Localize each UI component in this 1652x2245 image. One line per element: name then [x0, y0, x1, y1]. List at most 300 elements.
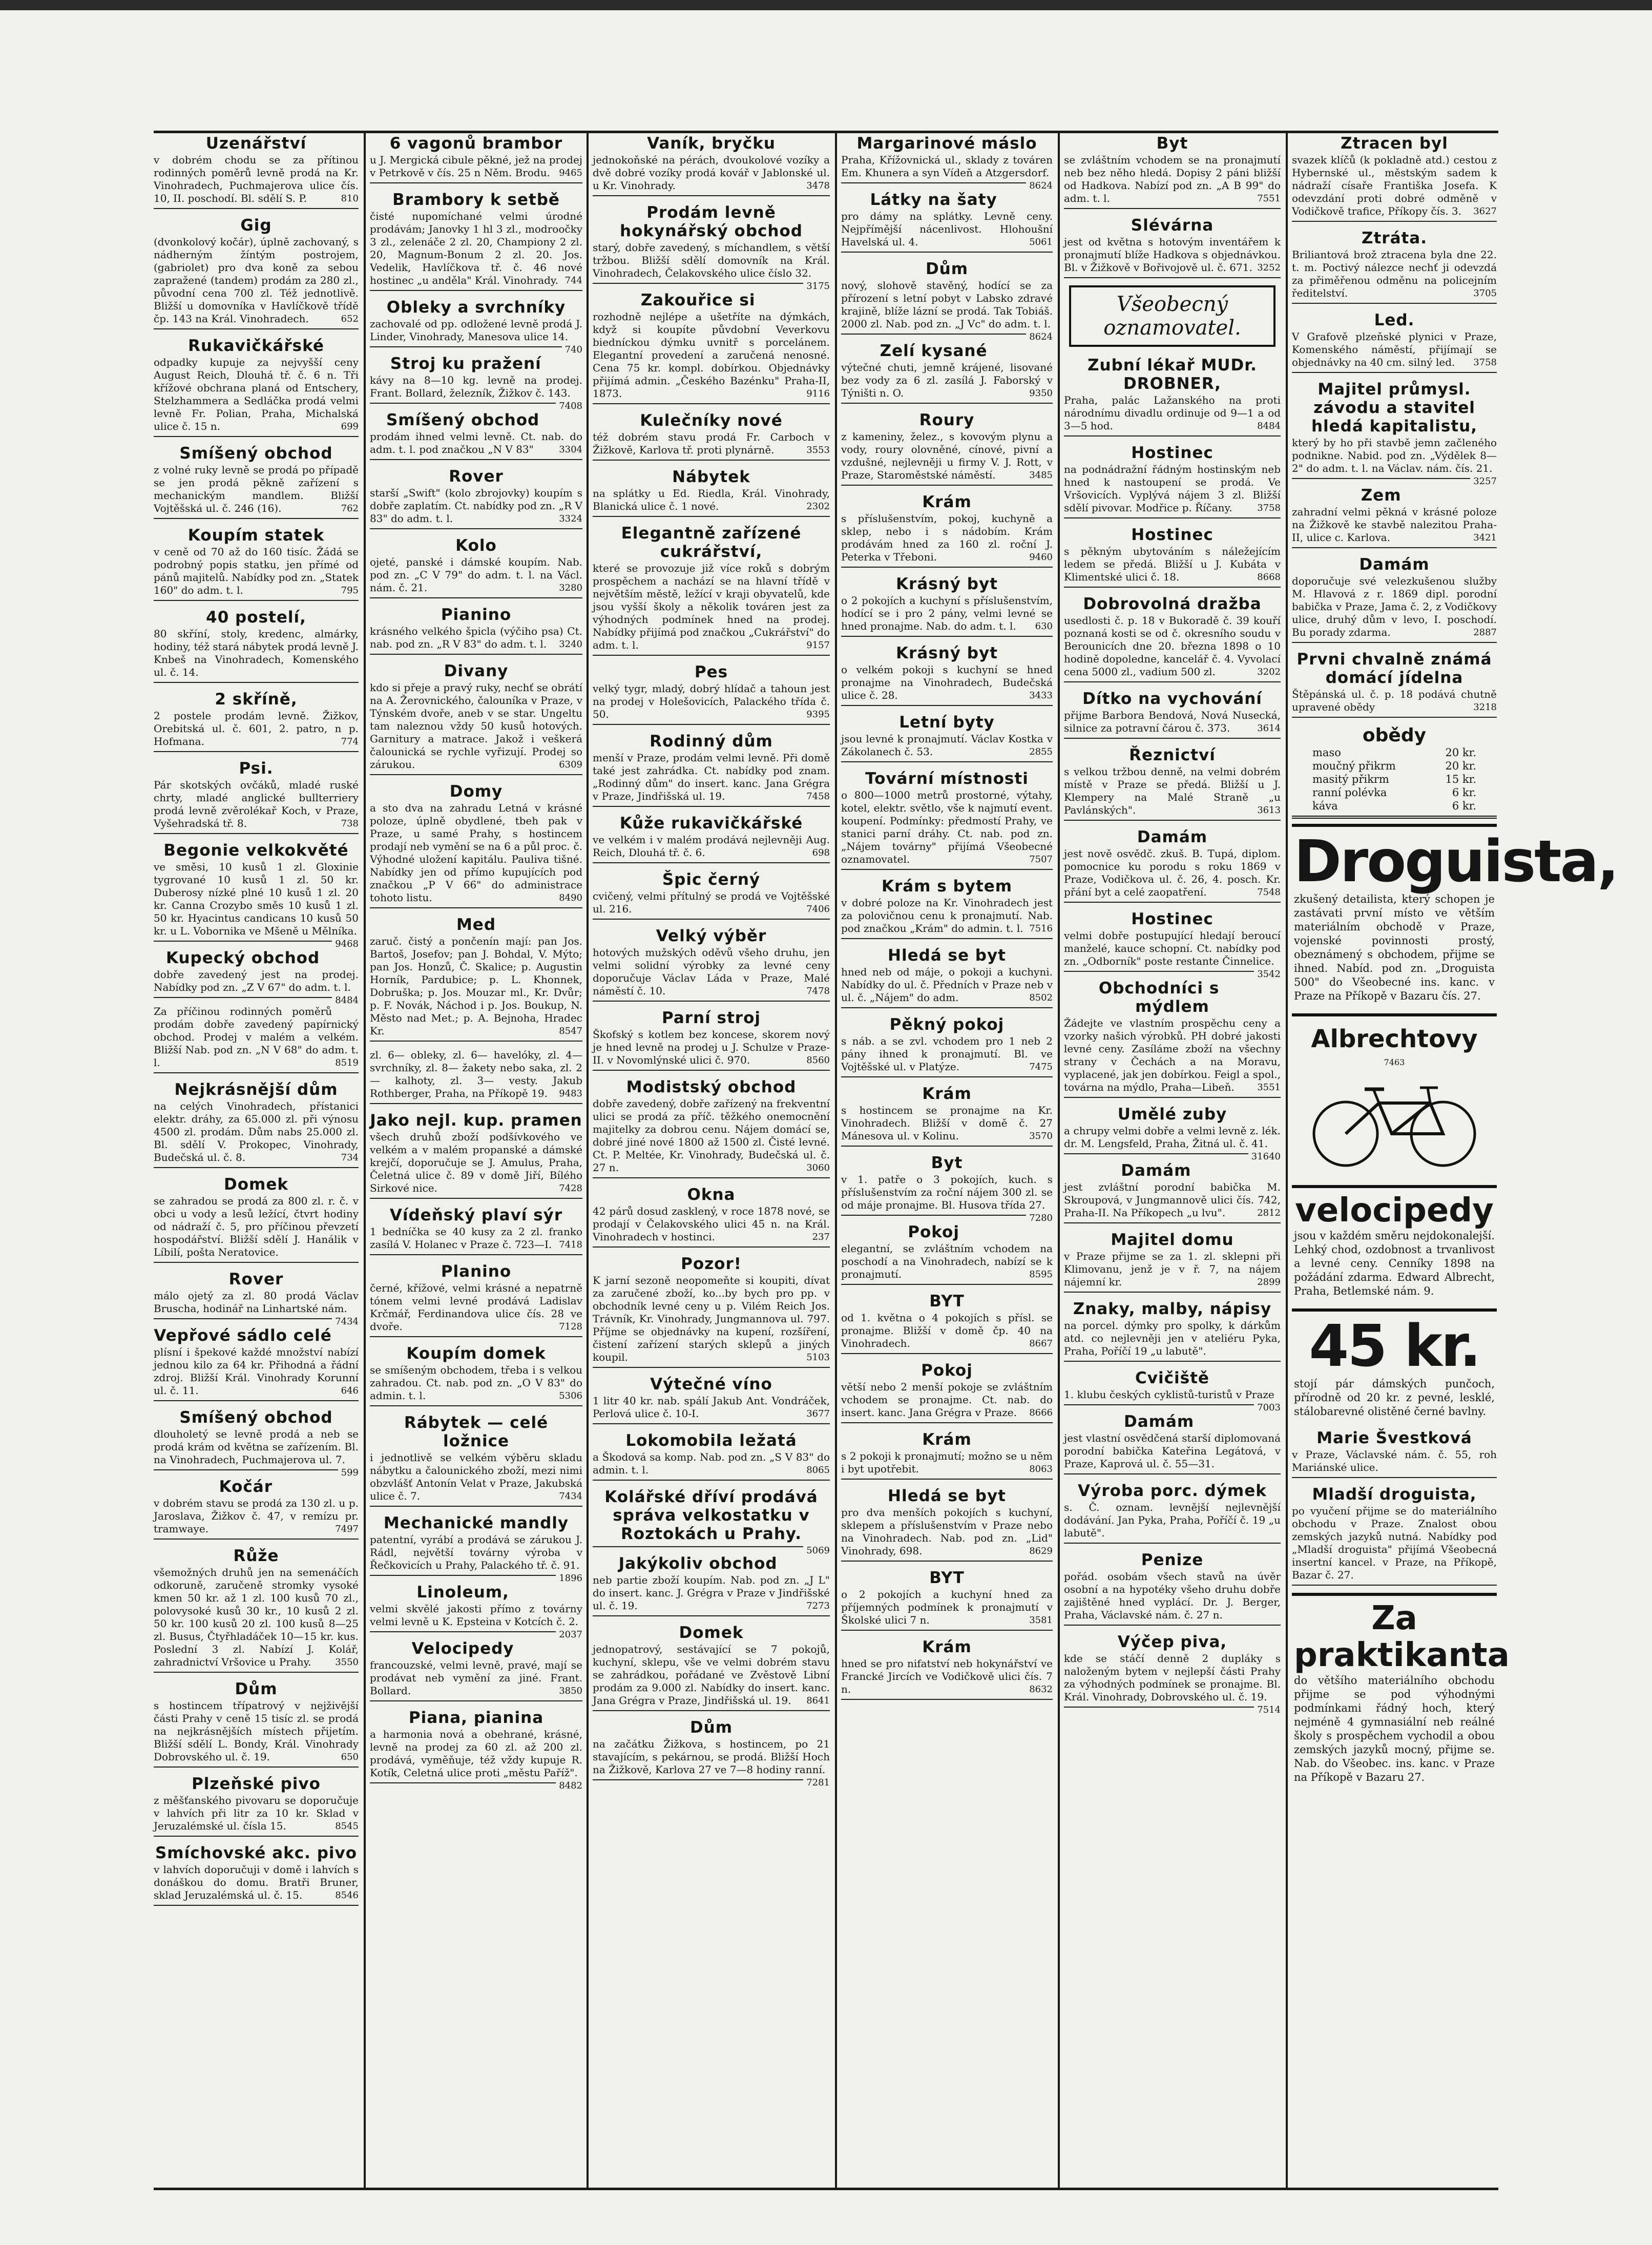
ad-text: starý, dobře zavedený, s míchandlem, s větší tržbou. Bližší sdělí domovník na Král. Vinohradech, Čelakovského ulice číslo 32. 3175 — [593, 241, 830, 292]
ad-text: čisté nupomíchané velmi úrodné prodávám; Janovky 1 hl 3 zl., modroočky 3 zl., zelenáče 2 zl. 20, Championy 2 zl. 20, Magnum-Bonum 2 zl. 20. Jos. Vedelik, Havlíčkova tř. č. 46 nové hostinec „u anděla" Král. Vinohrady. 744 — [370, 210, 582, 286]
ad-divider — [1292, 547, 1497, 548]
ad-number: 3252 — [1257, 262, 1281, 273]
ad-divider — [370, 182, 582, 183]
ad-title: Okna — [687, 1186, 736, 1204]
ad-title: Modistský obchod — [626, 1078, 797, 1096]
ad-divider — [1064, 738, 1281, 739]
ad-title: Pes — [694, 663, 728, 681]
ad-text: s náb. a se zvl. vchodem pro 1 neb 2 pány ihned k pronajmutí. Bl. ve Vojtěšské ul. v Platýze. 7475 — [841, 1035, 1053, 1073]
ad-number: 8666 — [1029, 1407, 1053, 1418]
ad-number: 2037 — [559, 1629, 582, 1640]
ad-text: zl. 6— obleky, zl. 6— havelóky, zl. 4— svrchníky, zl. 8— žakety nebo saka, zl. 2— kalhoty, zl. 3— vesty. Jakub Rothberger, Praha, na Příkopě 19. 9483 — [370, 1049, 582, 1099]
classified-ad — [1064, 1369, 1281, 1413]
ad-title: Led. — [1374, 311, 1415, 329]
classified-ad — [370, 782, 582, 908]
menu-price: 6 kr. — [1452, 800, 1476, 812]
ad-text: neb partie zboží koupím. Nab. pod zn. „J L" do insert. kanc. J. Grégra v Praze v Jindřišské ul. č. 19. 7273 — [593, 1574, 830, 1612]
ad-text: na splátky u Ed. Riedla, Král. Vinohrady, Blanická ulice č. 1 nové. 2302 — [593, 487, 830, 512]
ad-text: kávy na 8—10 kg. levně na prodej. Frant. Bollard, železník, Žižkov č. 143. 7408 — [370, 374, 582, 411]
ad-divider — [370, 1506, 582, 1507]
ad-divider — [841, 1422, 1053, 1423]
ad-divider — [154, 751, 359, 752]
ad-number: 9157 — [806, 640, 830, 651]
ad-title: Domek — [679, 1624, 744, 1642]
ad-divider — [841, 705, 1053, 706]
ad-text: pro dva menších pokojích s kuchyní, sklepem a příslušenstvím v Praze nebo na Vinohradech. Nab. pod zn. „Lid" Vinohrady, 698. 8629 — [841, 1506, 1053, 1557]
ad-divider — [154, 682, 359, 683]
ad-divider — [370, 1700, 582, 1701]
classified-ad — [841, 1487, 1053, 1562]
ad-number: 810 — [341, 193, 359, 204]
classified-ad — [370, 1049, 582, 1104]
ad-title: Dům — [925, 260, 969, 278]
classified-ad — [370, 916, 582, 1042]
ad-text: který by ho při stavbě jemn začleného podnikne. Nabid. pod zn. „Výdělek 8—2" do adm. t. l. na Václav. nám. čís. 21. 3257 — [1292, 436, 1497, 487]
ad-divider — [370, 597, 582, 598]
menu-price: 15 kr. — [1445, 773, 1476, 785]
ad-text: i jednotlivě se velkém výběru skladu nábytku a čalounického zboží, mezi nimi obzvlášť Antonín Velat v Praze, Jakubská ulice č. 7. 7434 — [370, 1451, 582, 1502]
ad-title: Rukavičkářské — [188, 337, 324, 355]
ad-number: 2899 — [1257, 1277, 1281, 1287]
display-ad-title: velocipedy — [1295, 1192, 1494, 1230]
ad-text: Škofský s kotlem bez koncese, skorem nový je hned levně na prodej u J. Schulze v Praze-II. v Novomlýnské ulici č. 970. 8560 — [593, 1028, 830, 1066]
ad-title: Penize — [1141, 1551, 1204, 1569]
ad-divider — [154, 328, 359, 329]
menu-divider — [1292, 816, 1497, 819]
classified-ad — [841, 1154, 1053, 1223]
classified-ad — [1064, 979, 1281, 1098]
ad-text: krásného velkého špicla (výčiho psa) Ct. nab. pod zn. „R V 83" do adm. t. l. 3240 — [370, 625, 582, 650]
ad-title: Byt — [931, 1154, 963, 1172]
ad-title: Jakýkoliv obchod — [618, 1554, 778, 1573]
ad-text: všemožných druhů jen na semenáčích odkoruně, zaručeně stromky vysoké kmen 50 kr. až 1 zl. 100 kusů 70 zl., polovysoké kusů 30 kr., 10 kusů 2 zl. 50 kr. 100 kusů 20 zl. 100 kusů 8—25 zl. Busus, Čtyřhladáček 10—15 kr. kus. Poslední 3 zl. Nabízí J. Kolář, zahradnictví Vršovice u Prahy. 3550 — [154, 1566, 359, 1668]
ad-divider — [370, 774, 582, 775]
ad-number: 7434 — [559, 1491, 582, 1502]
ad-number: 599 — [341, 1467, 359, 1478]
classified-ad — [1064, 134, 1281, 209]
classified-ad — [593, 1375, 830, 1424]
ad-title: Rover — [228, 1270, 284, 1288]
ad-number: 3570 — [1029, 1131, 1053, 1141]
ad-number: 3614 — [1257, 723, 1281, 734]
ad-number: 237 — [812, 1232, 830, 1242]
classified-ad — [841, 1015, 1053, 1077]
ad-number: 8490 — [559, 892, 582, 903]
ad-divider — [841, 1479, 1053, 1480]
ad-title: Dítko na vychování — [1082, 690, 1262, 708]
ad-divider — [841, 636, 1053, 637]
ad-divider — [841, 334, 1026, 335]
ad-text: v lahvích doporučuji v domě i lahvích s donáškou do domu. Bratři Bruner, sklad Jeruzalémská ul. č. 15. 8546 — [154, 1863, 359, 1901]
ad-number: 8546 — [335, 1890, 359, 1901]
menu-row — [1292, 759, 1497, 773]
ad-text: z volné ruky levně se prodá po případě se jen prodá pěkně zařízení s mechanickým mandlem. Bližší Vojtěšská ul. č. 246 (16). 762 — [154, 464, 359, 514]
ad-divider — [593, 1177, 830, 1178]
ad-title: Parní stroj — [661, 1009, 761, 1027]
ad-divider — [593, 655, 830, 656]
ad-number: 740 — [564, 344, 582, 355]
ad-divider — [1064, 820, 1281, 821]
classified-ad — [1064, 1300, 1281, 1362]
classified-ad — [1292, 311, 1497, 373]
classified-ad — [370, 467, 582, 529]
classified-ad — [1292, 134, 1497, 222]
ad-title: Damám — [1359, 555, 1430, 574]
classified-ad — [593, 1009, 830, 1071]
ad-text: jest zvláštní porodní babička M. Skroupová, v Jungmannově ulici čís. 742, Praha-II. Na Příkopech „u lvu". 2812 — [1064, 1181, 1281, 1219]
ad-title: 6 vagonů brambor — [389, 134, 563, 153]
ad-title: Vídeňský plaví sýr — [389, 1206, 563, 1224]
column-divider — [1058, 131, 1060, 2190]
ad-divider — [1292, 1585, 1497, 1586]
ad-title: Hledá se byt — [888, 1487, 1006, 1505]
ad-title: Letní byty — [899, 713, 995, 732]
classified-ad — [593, 468, 830, 517]
ad-text: s hostincem se pronajme na Kr. Vinohradech. Bližší v domě č. 27 Mánesova ul. v Kolinu. 3570 — [841, 1104, 1053, 1142]
ad-number: 3257 — [1473, 476, 1497, 487]
classified-ad — [370, 134, 582, 183]
ad-text: po vyučení přijme se do materiálního obchodu v Praze. Znalost obou zemských jazyků nutná. Nabídky pod „Mladší droguista" přijímá Všeobecná insertní kancel. v Praze, na Příkopě, Bazar č. 27. — [1292, 1505, 1497, 1581]
ad-text: plísní i špekové každé množství nabízí jednou kilo za 64 kr. Přihodná a řádní zdroj. Bližší Král. Vinohrady Korunní ul. č. 11. 646 — [154, 1346, 359, 1397]
column-divider — [835, 131, 837, 2190]
menu-title: obědy — [1362, 725, 1427, 746]
ad-title: Kolářské dříví prodává správa velkostatku v Roztokách u Prahy. — [604, 1488, 818, 1543]
ad-number: 3677 — [806, 1408, 830, 1419]
ad-text: jest nově osvědč. zkuš. B. Tupá, diplom. pomocnice ku porodu s roku 1869 v Praze, Vodičkova ul. č. 26, 4. posch. Kr. přání byt a celé zaopatření. 7548 — [1064, 847, 1281, 898]
ad-number: 7551 — [1257, 193, 1281, 204]
ad-number: 630 — [1035, 621, 1053, 632]
menu-price: 20 kr. — [1445, 760, 1476, 772]
classified-ad — [593, 134, 830, 196]
ad-divider — [841, 1561, 1053, 1562]
ad-divider — [593, 283, 803, 284]
classified-ad — [593, 1718, 830, 1788]
classified-ad — [154, 337, 359, 437]
ad-divider — [1064, 971, 1254, 972]
lunch-menu — [1292, 725, 1497, 819]
ad-title: Vepřové sádlo celé — [154, 1326, 332, 1345]
ad-number: 3758 — [1257, 503, 1281, 513]
ad-number: 738 — [341, 818, 359, 829]
ad-text: velmi skvělé jakosti přímo z továrny velmi levně u K. Epsteina v Kotcích č. 2. 2037 — [370, 1603, 582, 1640]
ad-number: 8668 — [1257, 572, 1281, 583]
ad-number: 3421 — [1473, 532, 1497, 543]
ad-text: velmi dobře postupující hledají beroucí manželé, kauce schopní. Ct. nabídky pod zn. „Odborník" poste restante Činnelice. 3542 — [1064, 929, 1281, 980]
ad-divider — [370, 403, 556, 404]
ad-text: v 1. patře o 3 pokojích, kuch. s příslušenstvím za roční nájem 300 zl. se od máje pronajme. Bl. Husova třída 27. 7280 — [841, 1173, 1053, 1223]
ad-number: 7406 — [806, 904, 830, 914]
ad-text: z kameniny, želez., s kovovým plynu a vody, roury olovněné, cínové, pivní a vzdušné, nejlevněji u firmy V. J. Rott, v Praze, Staroměstské náměstí. 3485 — [841, 430, 1053, 481]
ad-title: Smíšený obchod — [179, 1408, 333, 1427]
ad-title: Dům — [689, 1718, 733, 1737]
ad-divider — [593, 403, 830, 404]
classified-ad — [154, 1844, 359, 1906]
classified-ad — [154, 949, 359, 1006]
ad-number: 9465 — [559, 168, 582, 178]
ad-divider — [841, 1284, 1053, 1285]
ad-divider — [154, 997, 332, 998]
ad-text: dobře zavedený, dobře zařízený na frekventní ulici se prodá za příč. těžkého onemocnění majitelky za dobrou cenu. Nájem domácí se, dobré jiné nové 1800 až 1500 zl. Čisté levné. Ct. P. Meltée, Kr. Vinohrady, Budečská ul. č. 27 n. 3060 — [593, 1097, 830, 1174]
ad-title: Výtečné víno — [650, 1375, 772, 1394]
ad-title: Hledá se byt — [888, 946, 1006, 965]
ad-text: dlouholetý se levně prodá a neb se prodá krám od května se zařízením. Bl. na Vinohradech, Puchmajerova ul. 7. 599 — [154, 1428, 359, 1478]
ad-divider — [841, 1353, 1053, 1354]
ad-column-5 — [1064, 134, 1281, 2189]
ad-title: Zubní lékař MUDr. DROBNER, — [1088, 356, 1257, 393]
ad-title: Piana, pianina — [408, 1709, 544, 1727]
ad-title: Rábytek — celé ložnice — [404, 1413, 549, 1450]
display-ad — [1292, 1308, 1497, 1425]
column-divider — [587, 131, 589, 2190]
ad-column-4 — [841, 134, 1053, 2189]
classified-ad — [370, 1262, 582, 1337]
ad-divider — [593, 724, 830, 725]
classified-ad — [1292, 650, 1497, 718]
classified-ad — [154, 1326, 359, 1401]
ad-number: 3758 — [1473, 357, 1497, 368]
scan-edge — [0, 0, 1652, 10]
ad-number: 3553 — [806, 445, 830, 455]
ad-title: 40 postelí, — [206, 608, 306, 627]
ad-divider — [593, 1779, 803, 1780]
ad-title: Krám s bytem — [881, 877, 1013, 896]
classified-ad — [593, 814, 830, 863]
ad-divider — [370, 290, 582, 291]
ad-column-2 — [370, 134, 582, 2189]
classified-ad — [370, 355, 582, 411]
ad-title: Jako nejl. kup. pramen — [370, 1111, 582, 1130]
ad-divider — [841, 1215, 1026, 1216]
ad-number: 7418 — [559, 1239, 582, 1250]
ad-number: 3581 — [1029, 1615, 1053, 1626]
ad-title: Pěkný pokoj — [889, 1015, 1005, 1034]
ad-title: Ztráta. — [1361, 229, 1428, 247]
ad-number: 7408 — [559, 401, 582, 411]
ad-title: Zem — [1361, 486, 1402, 505]
ad-number: 7478 — [806, 986, 830, 996]
ad-text: které se provozuje již více roků s dobrým prospěchem a nachází se na hlavní třídě v největším městě, ležící v kraji obyvatelů, kde jsou vyšší školy a několik továren jest za výhodných podmínek hned na prodej. Nabídky přijímá pod značkou „Cukrářství" do adm. t. l. 9157 — [593, 562, 830, 651]
ad-divider — [370, 1575, 556, 1576]
ad-divider — [370, 1336, 582, 1337]
ad-divider — [154, 436, 359, 437]
ad-number: 3550 — [335, 1657, 359, 1668]
ad-text: jednopatrový, sestávající se 7 pokojů, kuchyní, sklepu, vše ve velmi dobrém stavu se zahrádkou, pořádané ve Zvěstově Libní prodám za 9.000 zl. Nabídky do insert. kanc. Jana Grégra v Praze, Jindřišská ul. 19. 8641 — [593, 1643, 830, 1707]
ad-title: Marie Švestková — [1316, 1429, 1472, 1447]
ad-title: Lokomobila ležatá — [625, 1431, 797, 1450]
ad-title: Stroj ku pražení — [390, 355, 541, 373]
ad-number: 3705 — [1473, 288, 1497, 299]
ad-title: Plzeňské pivo — [192, 1775, 321, 1793]
ad-number: 5103 — [806, 1352, 830, 1363]
ad-title: Hostinec — [1131, 910, 1214, 928]
ad-divider — [841, 1007, 1053, 1008]
menu-item: maso — [1312, 746, 1341, 759]
ad-text: jest vlastní osvědčená starší diplomovaná porodní babička Kateřina Legátová, v Praze, Kaprová ul. č. 55—31. — [1064, 1432, 1281, 1470]
ad-text: 42 párů dosud zasklený, v roce 1878 nové, se prodají v Čelakovského ulici 45 n. na Král. Vinohradech v hostinci. 237 — [593, 1205, 830, 1243]
ad-title: Damám — [1124, 1412, 1195, 1431]
classified-ad — [1064, 910, 1281, 980]
classified-ad — [841, 411, 1053, 486]
ad-divider — [593, 1070, 830, 1071]
classified-ad — [841, 1292, 1053, 1354]
ad-divider — [593, 1246, 830, 1248]
ad-number: 8560 — [806, 1055, 830, 1066]
display-ad — [1292, 1593, 1510, 1791]
ad-number: 8482 — [559, 1780, 582, 1791]
ad-title: Krám — [922, 1638, 972, 1656]
classified-ad — [841, 713, 1053, 762]
ad-title: Majitel průmysl. závodu a stavitel hledá kapitalistu, — [1311, 380, 1478, 435]
ad-text: hotových mužských oděvů všeho druhu, jen velmi solidní výrobky za levné ceny doporučuje Václav Láda v Praze, Malé náměstí č. 10. 7478 — [593, 946, 830, 997]
classified-ad — [370, 1514, 582, 1584]
ad-text: a sto dva na zahradu Letná v krásné poloze, úplně obydlené, tbeh pak v Praze, u samé Prahy, s hostincem prodají neb vymění se na 6 a půl proc. č. Výhodné uložení kapitálu. Pauliva tišné. Nabídky jen od přímo kupujících pod značkou „P V 66" do administrace tohoto listu. 8490 — [370, 802, 582, 904]
ad-divider — [154, 833, 359, 834]
ad-column-6 — [1292, 134, 1618, 2189]
ad-title: Zakouřice si — [640, 291, 756, 309]
ad-title: Brambory k setbě — [392, 191, 560, 209]
ad-text: zahradní velmi pěkná v krásné poloze na Žižkově ke stavbě nalezitou Praha-II, ulice c. Karlova. 3421 — [1292, 506, 1497, 544]
ad-number: 650 — [341, 1752, 359, 1762]
classified-ad — [593, 203, 830, 292]
ad-text: svazek klíčů (k pokladně atd.) cestou z Hybernské ul., městským sadem k nádraží císaře Františka Josefa. K odevzdání proti dobré odměně v Vodičkově trafice, Příkopy čís. 3. 3627 — [1292, 154, 1497, 217]
classified-ad — [1064, 526, 1281, 588]
ad-column-3 — [593, 134, 830, 2189]
classified-ad — [593, 663, 830, 725]
ad-divider — [370, 1254, 582, 1255]
ad-text: s 2 pokoji k pronajmutí; možno se u něm i byt upotřebit. 8063 — [841, 1450, 1053, 1475]
classified-ad — [370, 411, 582, 460]
classified-ad — [841, 191, 1053, 253]
ad-title: Kůže rukavičkářské — [619, 814, 803, 833]
display-ad-text: stojí pár dámských punčoch, přírodně od 20 kr. z pevné, lesklé, stálobarevné olistěné černé bavlny. — [1294, 1378, 1495, 1418]
ad-number: 8063 — [1029, 1464, 1053, 1474]
ad-divider — [841, 938, 1053, 939]
ad-divider — [154, 208, 359, 209]
ad-title: Smíchovské akc. pivo — [155, 1844, 358, 1862]
ad-number: 9460 — [1029, 552, 1053, 563]
ad-divider — [370, 1103, 582, 1104]
ad-text: Štěpánská ul. č. p. 18 podává chutně upravené obědy 3218 — [1292, 688, 1497, 713]
ad-text: v ceně od 70 až do 160 tisíc. Žádá se podrobný popis statku, jen přímé od pánů majitelů. Nabídky pod zn. „Statek 160" do adm. t. l. 795 — [154, 546, 359, 596]
ad-text: o 800—1000 metrů prostorné, výtahy, kotel, elektr. světlo, vše k najmutí event. koupení. Podmínky: předmostí Prahy, ve stanici parní dráhy. Ct. nab. pod zn. „Nájem továrny" přijímá Všeobecné oznamovatel. 7507 — [841, 789, 1053, 865]
ad-text: zachovalé od pp. odložené levně prodá J. Linder, Vinohrady, Manesova ulice 14. 740 — [370, 318, 582, 355]
classified-ad — [154, 1270, 359, 1327]
ad-divider — [593, 1546, 803, 1547]
ad-title: Krásný byt — [896, 575, 998, 593]
ad-text: se zahradou se prodá za 800 zl. r. č. v obci u vody a lesů ležící, čtvrt hodiny od nádraží č. 5, pro příčinou převzetí hospodářství. Bližší sdělí J. Hanálik v Líbilí, pošta Neratovice. — [154, 1195, 359, 1258]
classified-ad — [1064, 746, 1281, 821]
ad-divider — [1064, 1404, 1254, 1405]
ad-title: Uzenářství — [205, 134, 307, 153]
ad-text: a harmonia nová a obehrané, krásné, levně na prodej za 60 zl. až 200 zl. prodává, vyměňuje, též vždy kupuje R. Kotík, Celetná ulice proti „městu Paříž". 8482 — [370, 1728, 582, 1791]
ad-divider — [841, 485, 1053, 486]
ad-title: Domy — [449, 782, 503, 801]
classified-ad — [841, 260, 1053, 342]
ad-number: 7458 — [806, 791, 830, 802]
ad-title: BYT — [929, 1292, 965, 1311]
ad-divider — [154, 1539, 359, 1540]
ad-divider — [841, 869, 1053, 870]
ad-title: Umělé zuby — [1117, 1105, 1227, 1124]
ad-number: 3551 — [1257, 1082, 1281, 1093]
menu-item: moučný přikrm — [1312, 760, 1396, 772]
ad-divider — [1064, 1153, 1248, 1154]
classified-ad — [1064, 1105, 1281, 1162]
ad-title: Krám — [922, 493, 972, 511]
classified-ad — [1064, 1633, 1281, 1715]
ad-text: jednokoňské na pérách, dvoukolové vozíky a dvě dobré vozíky prodá kovář v Jablonské ul. u Kr. Vinohrady. 3478 — [593, 154, 830, 192]
classified-ad — [1292, 486, 1497, 548]
ad-number: 7463 — [1384, 1057, 1405, 1067]
ad-number: 5061 — [1029, 237, 1053, 247]
ad-divider — [154, 1836, 359, 1837]
ad-number: 3485 — [1029, 470, 1053, 481]
ad-title: Linoleum, — [416, 1583, 509, 1602]
ad-title: Dům — [235, 1680, 278, 1698]
classified-ad — [154, 1478, 359, 1540]
ad-text: všech druhů zboží podšívkového ve velkém a v malém propanské a dámské krejčí, doporučuje se J. Amulus, Praha, Čeletná ulice č. 89 v domě Jiří, Bílého Sirkové nice. 7428 — [370, 1131, 582, 1194]
ad-number: 698 — [812, 847, 830, 858]
display-ad — [1292, 824, 1618, 1009]
ad-title: Velocipedy — [411, 1639, 514, 1658]
ad-title: Špic černý — [662, 870, 761, 889]
ad-text: o velkém pokoji s kuchyní se hned pronajme na Vinohradech, Budečská ulice č. 28. 3433 — [841, 663, 1053, 701]
classified-ad — [154, 1680, 359, 1768]
classified-ad — [593, 1078, 830, 1178]
ad-number: 744 — [564, 275, 582, 286]
ad-number: 762 — [341, 503, 359, 514]
ad-text: v Praze, Václavské nám. č. 55, roh Mariánské ulice. — [1292, 1448, 1497, 1473]
ad-text: jsou levné k pronajmutí. Václav Kostka v Zákolanech č. 53. 2855 — [841, 733, 1053, 758]
ad-number: 9350 — [1029, 388, 1053, 399]
menu-row — [1292, 799, 1497, 813]
ad-number: 3627 — [1473, 206, 1497, 217]
ad-number: 7475 — [1029, 1062, 1053, 1072]
ad-text: doporučuje své velezkušenou služby M. Hlavová z r. 1869 dipl. porodní babička v Praze, Jama č. 2, z Vodičkovy ulice, druhý dům v levo, I. poschodí. Bu porady zdarma. 2887 — [1292, 575, 1497, 638]
ad-number: 7497 — [335, 1524, 359, 1534]
ad-title: Byt — [1156, 134, 1188, 153]
display-ad-text: do většího materiálního obchodu přijme se pod výhodnými podmínkami řádný hoch, který nejméně 4 gymnasiální neb reálné školy s prospěchem vychodil a obou zemských jazyků mocný, přijme se. Nab. do Všeobec. ins. kanc. v Praze na Příkopě v Bazaru 27. — [1294, 1674, 1495, 1783]
ad-number: 8545 — [335, 1821, 359, 1832]
ad-number: 2855 — [1029, 746, 1053, 757]
classified-ad — [841, 493, 1053, 568]
ad-divider — [593, 1480, 830, 1481]
ad-number: 8484 — [1257, 421, 1281, 431]
ad-text: Briliantová brož ztracena byla dne 22. t. m. Poctivý nálezce nechť ji odevzdá za přiměřenou odměnu na policejním ředitelství. 3705 — [1292, 248, 1497, 299]
ad-divider — [593, 1001, 830, 1002]
classified-ad — [841, 575, 1053, 637]
ad-number: 7514 — [1257, 1704, 1281, 1715]
ad-title: Domek — [224, 1175, 288, 1194]
ad-title: Margarinové máslo — [856, 134, 1037, 153]
ad-title: BYT — [929, 1569, 965, 1587]
display-ad-title: 45 kr. — [1309, 1313, 1480, 1380]
ad-title: Obchodníci s mýdlem — [1098, 979, 1220, 1016]
ad-divider — [370, 1631, 556, 1632]
ad-number: 3240 — [559, 639, 582, 650]
ad-number: 7516 — [1029, 923, 1053, 934]
ad-divider — [154, 1672, 359, 1673]
classified-ad — [841, 1085, 1053, 1147]
ad-title: Kočár — [219, 1478, 273, 1496]
ad-text: v dobrém chodu se za přítinou rodinných poměrů levně prodá na Kr. Vinohradech, Puchmajerova ulice čís. 10, II. poschodí. Bl. sdělí S. P. 810 — [154, 154, 359, 204]
ad-divider — [1292, 303, 1497, 304]
ad-title: Smíšený obchod — [179, 444, 333, 463]
ad-number: 8595 — [1029, 1269, 1053, 1280]
ad-title: Majitel domu — [1111, 1231, 1234, 1249]
menu-price: 6 kr. — [1452, 786, 1476, 799]
classified-ad — [841, 1223, 1053, 1285]
